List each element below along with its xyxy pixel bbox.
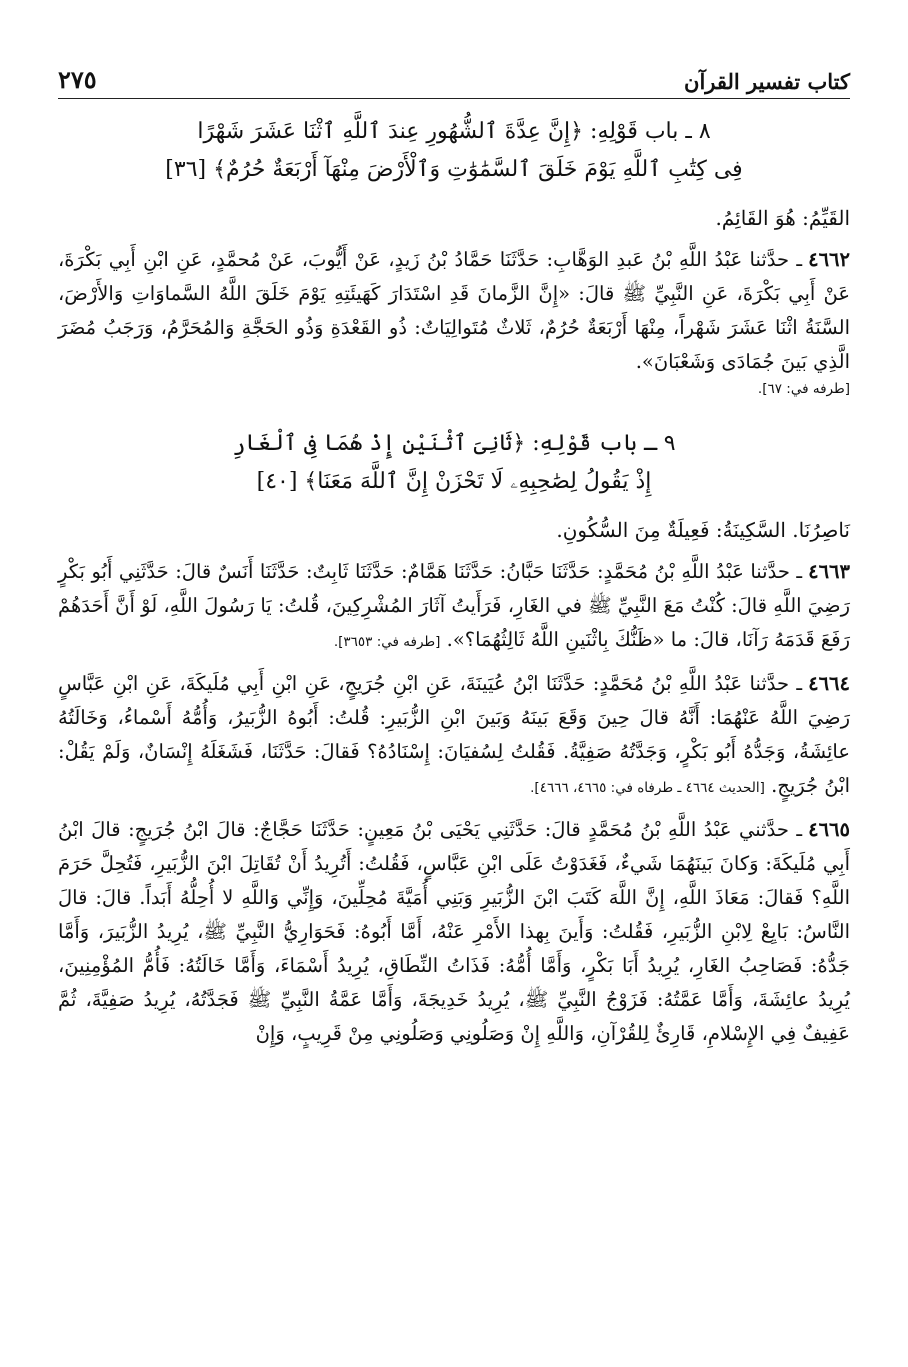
chapter-heading-line: ٨ ـ باب قَوْلِهِ: ﴿إِنَّ عِدَّةَ ٱلشُّهُورِ عِندَ ٱللَّهِ ٱثْنَا عَشَرَ شَهْرًا — [197, 119, 711, 144]
hadith-number: ٤٦٦٣ — [808, 560, 850, 583]
hadith-number: ٤٦٦٢ — [808, 248, 850, 271]
hadith-number: ٤٦٦٥ — [808, 818, 850, 841]
page-number: ٢٧٥ — [58, 65, 97, 94]
hadith-4662 — [58, 243, 850, 379]
hadith-4664 — [58, 667, 850, 805]
page-header — [58, 54, 850, 99]
hadith-text: ـ حدَّثنا عَبْدُ اللَّهِ بْنُ عَبدِ الوَهَّابِ: حَدَّثَنَا حَمَّادُ بْنُ زَيدٍ، عَنْ أَيُّوبَ، عَنْ مُحمَّدٍ، عَنِ ابْنِ أَبِي بَكْرَةَ، عَنْ أَبِي بَكْرَةَ، عَنِ النَّبِيِّ ﷺ قالَ: «إِنَّ الزَّمانَ قَدِ اسْتَدَارَ كَهَيئَتِهِ يَوْمَ خَلَقَ اللَّهُ السَّماوَاتِ وَالأَرْضَ، السَّنَةُ اثْنَا عَشَرَ شَهْراً، مِنْهَا أَرْبَعَةٌ حُرُمٌ، ثَلاثٌ مُتَوالِيَاتٌ: ذُو القَعْدَةِ وَذُو الحَجَّةِ وَالمُحَرَّمُ، وَرَجَبُ مُضَرَ الَّذِي بَينَ جُمَادَى وَشَعْبَانَ». — [58, 248, 850, 373]
hadith-text: ـ حدَّثني عَبْدُ اللَّهِ بْنُ مُحَمَّدٍ قالَ: حَدَّثَنِي يَحْيَى بْنُ مَعِينٍ: حَدَّثَنَا حَجَّاجٌ: قالَ ابْنُ جُرَيجٍ: قالَ ابْنُ أَبِي مُلَيكَةَ: وَكانَ بَينَهُمَا شَيءٌ، فَغَدَوْتُ عَلَى ابْنِ عَبَّاسٍ، فَقُلتُ: أَتُرِيدُ أَنْ تُقَاتِلَ ابْنَ الزُّبَيرِ، فَتُحِلَّ حَرَمَ اللَّهِ؟ فَقالَ: مَعَاذَ اللَّهِ، إِنَّ اللَّهَ كَتَبَ ابْنَ الزُّبَيرِ وَبَنِي أُمَيَّةَ مُحِلِّينَ، وَإِنِّي وَاللَّهِ لا أُحِلُّهُ أَبَداً. قالَ: قالَ النَّاسُ: بَايِعْ لِابْنِ الزُّبَيرِ، فَقُلتُ: وَأَينَ بِهذا الأَمْرِ عَنْهُ، أَمَّا أَبُوهُ: فَحَوَارِيُّ النَّبِيِّ ﷺ، يُرِيدُ الزُّبَيرَ، وَأَمَّا جَدُّهُ: فَصَاحِبُ الغَارِ، يُرِيدُ أَبَا بَكْرٍ، وَأَمَّا أُمُّهُ: فَذَاتُ النِّطَاقِ، يُرِيدُ أَسْمَاءَ، وَأَمَّا خَالَتُهُ: فَأُمُّ المُؤْمِنِينَ، يُرِيدُ عائِشَةَ، وَأَمَّا عَمَّتُهُ: فَزَوْجُ النَّبِيِّ ﷺ، يُرِيدُ خَدِيجَةَ، وَأَمَّا عَمَّةُ النَّبِيِّ ﷺ فَجَدَّتُهُ، يُرِيدُ صَفِيَّةَ، ثُمَّ عَفِيفٌ فِي الإِسْلامِ، قَارِئٌ لِلقُرْآنِ، وَاللَّهِ إِنْ وَصَلُونِي وَصَلُونِي مِنْ قَرِيبٍ، وَإِنْ — [58, 818, 850, 1045]
hadith-number: ٤٦٦٤ — [808, 672, 850, 695]
chapter-heading-line: فِى كِتَٰبِ ٱللَّهِ يَوْمَ خَلَقَ ٱلسَّمَٰوَٰتِ وَٱلْأَرْضَ مِنْهَآ أَرْبَعَةٌ حُرُمٌ﴾ [٣٦] — [165, 157, 743, 182]
chapter-heading-line: إِذْ يَقُولُ لِصَٰحِبِهِۦ لَا تَحْزَنْ إِنَّ ٱللَّهَ مَعَنَا﴾ [٤٠] — [256, 469, 652, 494]
book-title: كتاب تفسير القرآن — [684, 69, 850, 94]
hadith-4665 — [58, 813, 850, 1051]
chapter-heading-9 — [58, 425, 850, 501]
chapter-heading-line: ٩ ـ باب قَوْلِهِ: ﴿ثَانِىَ ٱثْنَيْنِ إِذْ هُمَا فِى ٱلْغَارِ — [232, 431, 676, 456]
hadith-text: ـ حدَّثنا عَبْدُ اللَّهِ بْنُ مُحَمَّدٍ: حَدَّثَنَا حَبَّانُ: حَدَّثَنَا هَمَّامٌ: حَدَّثَنَا ثَابِتٌ: حَدَّثَنَا أَنَسٌ قالَ: حَدَّثَنِي أَبُو بَكْرٍ رَضِيَ اللَّهِ قالَ: كُنْتُ مَعَ النَّبِيِّ ﷺ في الغَارِ، فَرَأَيتُ آثَارَ المُشْرِكِينَ، قُلتُ: يَا رَسُولَ اللَّهِ، لَوْ أَنَّ أَحَدَهُمْ رَفَعَ قَدَمَهُ رَآنَا، قالَ: ما «ظَنُّكَ بِاثْنَينِ اللَّهُ ثَالِثُهُمَا؟». — [58, 560, 850, 651]
cross-reference: [الحديث ٤٦٦٤ ـ طرفاه في: ٤٦٦٥، ٤٦٦٦]. — [530, 780, 765, 796]
gloss-text: القَيِّمُ: هُوَ القَائِمُ. — [715, 206, 850, 230]
gloss-text: نَاصِرُنَا. السَّكِينَةُ: فَعِيلَةٌ مِنَ السُّكُونِ. — [556, 518, 850, 542]
hadith-4663 — [58, 555, 850, 659]
chapter-heading-8 — [58, 113, 850, 189]
book-page — [58, 54, 850, 1357]
cross-reference: [طرفه في: ٦٧]. — [757, 381, 850, 397]
cross-reference: [طرفه في: ٣٦٥٣]. — [333, 634, 441, 650]
hadith-text: ـ حدَّثنا عَبْدُ اللَّهِ بْنُ مُحَمَّدٍ: حَدَّثَنَا ابْنُ عُيَينَةَ، عَنِ ابْنِ جُرَيجٍ، عَنِ ابْنِ أَبِي مُلَيكَةَ، عَنِ ابْنِ عَبَّاسٍ رَضِيَ اللَّهُ عَنْهُمَا: أَنَّهُ قالَ حِينَ وَقَعَ بَينَهُ وَبَينَ ابْنِ الزُّبَيرِ: قُلتُ: أَبُوهُ الزُّبَيرُ، وَأُمُّهُ أَسْماءُ، وَخَالَتُهُ عائِشَةُ، وَجَدُّهُ أَبُو بَكْرٍ، وَجَدَّتُهُ صَفِيَّةُ. فَقُلتُ لِسُفيَانَ: إِسْنَادُهُ؟ فَقالَ: حَدَّثَنَا، فَشَغَلَهُ إِنْسَانٌ، وَلَمْ يَقُلْ: ابْنُ جُرَيجٍ. — [58, 672, 850, 797]
